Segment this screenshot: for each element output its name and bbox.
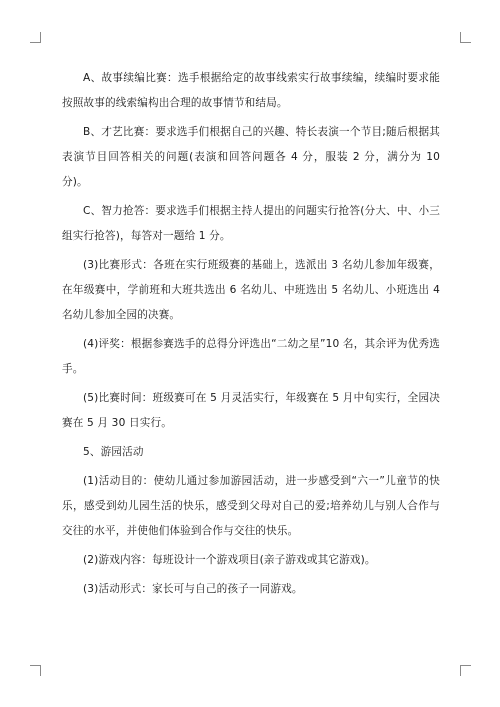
paragraph-story-contest: A、故事续编比赛：选手根据给定的故事线索实行故事续编，续编时要求能按照故事的线索编构出合理的故事情节和结局。 — [62, 72, 440, 109]
crop-mark-bottom-left — [30, 665, 41, 676]
paragraph-quiz-contest: C、智力抢答：要求选手们根据主持人提出的问题实行抢答(分大、中、小三组实行抢答)，每答对一题给 1 分。 — [62, 205, 440, 242]
crop-mark-top-right — [460, 32, 471, 43]
document-body — [62, 66, 440, 606]
paragraph-awards: (4)评奖：根据参赛选手的总得分评选出“二幼之星”10 名，其余评为优秀选手。 — [62, 338, 440, 375]
paragraph-activity-format: (3)活动形式：家长可与自己的孩子一同游戏。 — [83, 583, 303, 595]
paragraph-activity-purpose: (1)活动目的：使幼儿通过参加游园活动，进一步感受到“六一”儿童节的快乐，感受到幼儿园生活的快乐，感受到父母对自己的爱;培养幼儿与别人合作与交往的水平，并使他们体验到合作与交往的快乐。 — [62, 475, 440, 537]
paragraph-talent-contest: B、才艺比赛：要求选手们根据自己的兴趣、特长表演一个节目;随后根据其表演节目回答相关的问题(表演和回答问题各 4 分，服装 2 分，满分为 10 分)。 — [62, 126, 440, 188]
paragraph-game-content: (2)游戏内容：每班设计一个游戏项目(亲子游戏或其它游戏)。 — [83, 554, 376, 566]
crop-mark-bottom-right — [460, 665, 471, 676]
crop-mark-top-left — [30, 32, 41, 43]
section-heading-garden-activity: 5、游园活动 — [83, 446, 144, 458]
paragraph-contest-time: (5)比赛时间：班级赛可在 5 月灵活实行，年级赛在 5 月中旬实行，全园决赛在 5 月 30 日实行。 — [62, 392, 440, 429]
paragraph-contest-format: (3)比赛形式：各班在实行班级赛的基础上，选派出 3 名幼儿参加年级赛，在年级赛中，学前班和大班共选出 6 名幼儿、中班选出 5 名幼儿、小班选出 4 名幼儿参加全园的决赛。 — [62, 259, 440, 321]
